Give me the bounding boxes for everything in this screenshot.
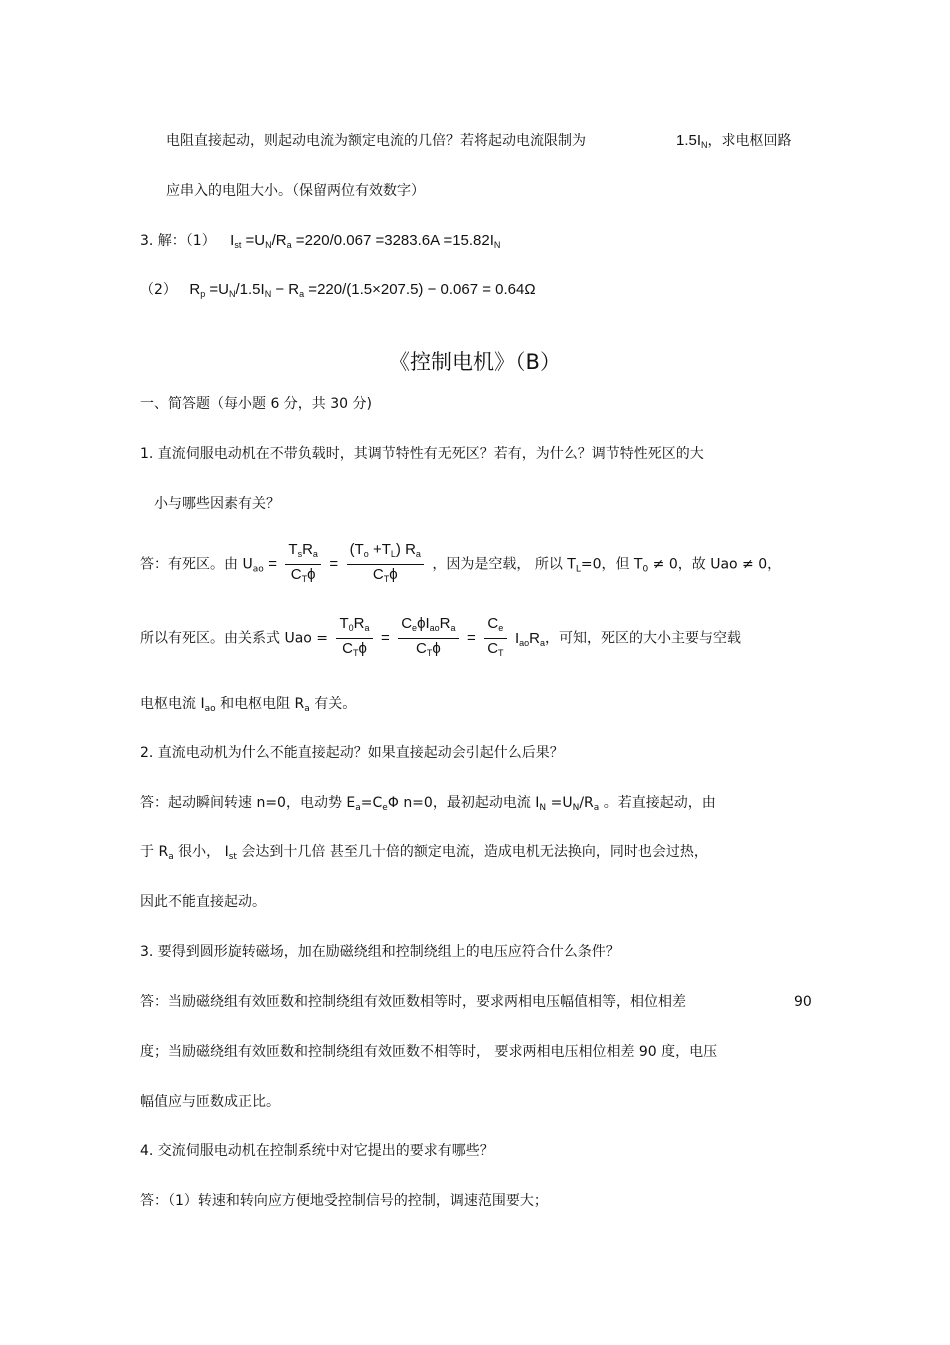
section-title: 《控制电机》（B） — [389, 350, 561, 374]
current-limit-value: $1.5I_N$，求电枢回路 — [676, 132, 792, 150]
answer-2-line-1: 答：起动瞬间转速 n=0，电动势 $E_a=C_e\Phi$ n=0，最初起动电流 $I_N =U_N/R_a$ 。若直接起动，由 — [140, 795, 716, 813]
fraction-t0-ra: $\frac{T_0R_a}{C_T\phi}$ — [336, 614, 372, 663]
part-1-heading: 一、简答题（每小题 6 分，共 30 分) — [140, 396, 372, 412]
answer-4-line-1: 答：（1）转速和转向应方便地受控制信号的控制，调速范围要大； — [140, 1193, 548, 1209]
answer-3-part-1: 3. 解：（1） $I_{st} =U_N/R_a =220/0.067 =3283.6A =15.82I_N$ — [140, 232, 501, 250]
question-3: 3. 要得到圆形旋转磁场，加在励磁绕组和控制绕组上的电压应符合什么条件？ — [140, 944, 620, 960]
answer-2-line-2: 于 $R_a$ 很小， $I_{st}$ 会达到十几倍 甚至几十倍的额定电流，造成电机无法换向，同时也会过热， — [140, 844, 708, 862]
fraction-ce-iao-ra: $\frac{C_e\phi I_{ao}R_a}{C_T\phi}$ — [398, 614, 458, 663]
question-2: 2. 直流电动机为什么不能直接起动？如果直接起动会引起什么后果？ — [140, 745, 564, 761]
equation-start-current: $I_{st} =U_N/R_a =220/0.067 =3283.6A =15.82I_N$ — [230, 232, 501, 250]
problem-text-line-2: 应串入的电阻大小。（保留两位有效数字） — [166, 183, 425, 199]
fraction-ts-ra: $\frac{T_sR_a}{C_T\phi}$ — [285, 540, 321, 589]
fraction-ce-ct: $\frac{C_e}{C_T}$ — [484, 614, 506, 663]
equation-series-resistance: $R_p =U_N/1.5I_N - R_a =220/(1.5\times 207.5) - 0.067 = 0.64\Omega$ — [189, 281, 536, 299]
answer-1-line-2: 所以有死区。由关系式 Uao = $\frac{T_0R_a}{C_T\phi}$ = $\frac{C_e\phi I_{ao}R_a}{C_T\phi}$ = $\frac{C_e}{C_T}$ $I_{ao}R_a$，可知，死区的大小主要与空载 — [140, 614, 741, 666]
answer-3-line-1-value: 90 — [794, 994, 812, 1010]
question-1-line-1: 1. 直流伺服电动机在不带负载时，其调节特性有无死区？若有，为什么？调节特性死区的大 — [140, 446, 704, 462]
answer-2-line-3: 因此不能直接起动。 — [140, 894, 266, 910]
question-4: 4. 交流伺服电动机在控制系统中对它提出的要求有哪些？ — [140, 1143, 494, 1159]
answer-3-line-3: 幅值应与匝数成正比。 — [140, 1094, 280, 1110]
answer-3-line-1: 答：当励磁绕组有效匝数和控制绕组有效匝数相等时，要求两相电压幅值相等，相位相差 — [140, 994, 686, 1010]
answer-1-line-1: 答：有死区。由 $U_{ao}$ = $\frac{T_sR_a}{C_T\phi}$ = $\frac{(T_o +T_L) R_a}{C_T\phi}$ ，因为是空载， 所以 $T_L=0$，但 $T_0 \ne 0$，故 Uao ≠ 0， — [140, 540, 781, 593]
answer-3-part-2: （2） $R_p =U_N/1.5I_N - R_a =220/(1.5\times 207.5) - 0.067 = 0.64\Omega$ — [140, 281, 536, 299]
answer-3-line-2: 度；当励磁绕组有效匝数和控制绕组有效匝数不相等时， 要求两相电压相位相差 90 度，电压 — [140, 1044, 718, 1060]
answer-1-line-3: 电枢电流 $I_{ao}$ 和电枢电阻 $R_a$ 有关。 — [140, 696, 357, 714]
question-1-line-2: 小与哪些因素有关？ — [154, 496, 280, 512]
problem-text-line-1: 电阻直接起动，则起动电流为额定电流的几倍？若将起动电流限制为 — [166, 133, 586, 149]
fraction-to-tl-ra: $\frac{(T_o +T_L) R_a}{C_T\phi}$ — [347, 540, 424, 589]
